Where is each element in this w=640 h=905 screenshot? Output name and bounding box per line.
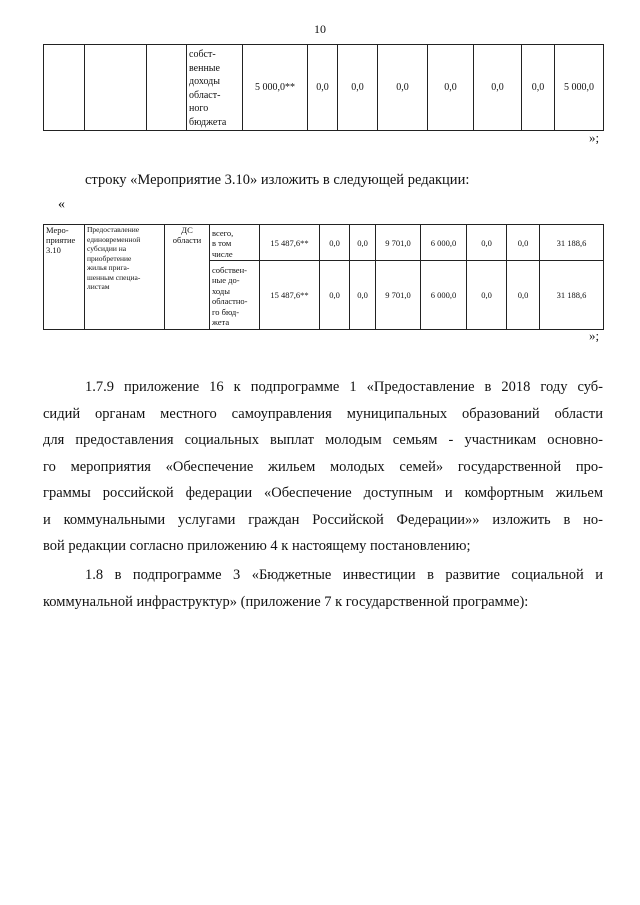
value-cell: 9 701,0 [376,261,421,330]
funding-source-cell: собствен- ные до- ходы областно- го бюд- жета [210,261,260,330]
value-cell: 0,0 [308,45,338,131]
value-cell: 0,0 [507,225,540,261]
value-cell: 0,0 [467,261,507,330]
value-cell: 6 000,0 [421,261,467,330]
value-cell: 0,0 [338,45,378,131]
open-quote: « [58,197,65,212]
table-cell-empty [44,45,85,131]
value-cell: 6 000,0 [421,225,467,261]
description-cell: Предоставление единовременной субсидии на приобретение жилья прига- шенным специа- листам [85,225,165,330]
value-cell: 15 487,6** [260,261,320,330]
table-row [44,225,604,261]
value-cell: 5 000,0** [243,45,308,131]
value-cell: 9 701,0 [376,225,421,261]
value-cell: 0,0 [350,225,376,261]
table-cell-empty [147,45,187,131]
value-cell: 5 000,0 [555,45,604,131]
budget-table-fragment [43,44,604,131]
measure-cell: Меро- приятие 3.10 [44,225,85,330]
value-cell: 15 487,6** [260,225,320,261]
measure-3-10-table [43,224,604,330]
table-cell-empty [85,45,147,131]
value-cell: 0,0 [320,261,350,330]
page-number: 10 [314,22,326,36]
value-cell: 0,0 [350,261,376,330]
value-cell: 0,0 [467,225,507,261]
paragraph-1-8: 1.8 в подпрограмме 3 «Бюджетные инвестиции в развитие социальной и коммунальной инфраструктур» (приложение 7 к государственной программе): [43,567,603,610]
value-cell: 0,0 [320,225,350,261]
table-row [44,45,604,131]
funding-source-cell: собст- венные доходы област- ного бюджета [187,45,243,131]
closing-quote: »; [589,130,600,145]
value-cell: 31 188,6 [540,225,604,261]
value-cell: 0,0 [522,45,555,131]
intro-text: строку «Мероприятие 3.10» изложить в следующей редакции: [85,172,470,188]
paragraph-1-7-9: 1.7.9 приложение 16 к подпрограмме 1 «Предоставление в 2018 году суб- сидий органам местного самоуправления муниципальных образований области для предоставления социальных выплат молодым семьям - участникам основно- го мероприятия «Обеспечение жильем молодых семей» государственной про- граммы российской федерации «Обеспечение доступным и комфортным жильем и коммунальными услугами граждан Российской Федерации»» изложить в но- вой редакции согласно приложению 4 к настоящему постановлению; [43,379,603,554]
funding-source-cell: всего, в том числе [210,225,260,261]
value-cell: 0,0 [378,45,428,131]
value-cell: 0,0 [507,261,540,330]
value-cell: 31 188,6 [540,261,604,330]
closing-quote: »; [589,328,600,343]
executor-cell: ДС области [165,225,210,330]
value-cell: 0,0 [428,45,474,131]
value-cell: 0,0 [474,45,522,131]
